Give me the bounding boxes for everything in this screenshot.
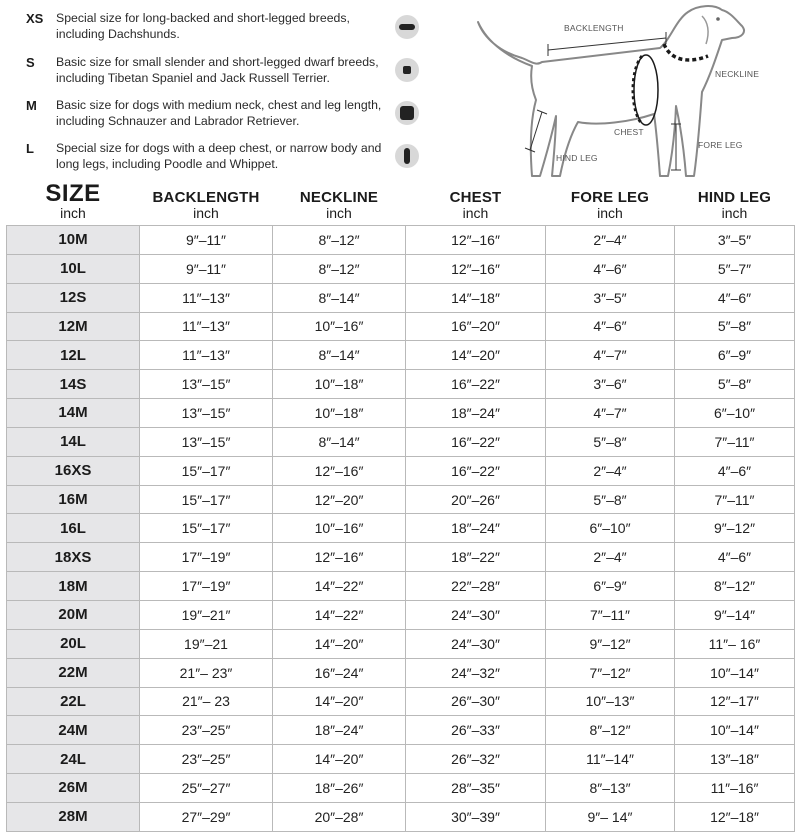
measurement-cell: 7″–11″ — [675, 485, 795, 514]
measurement-cell: 8″–12″ — [675, 572, 795, 601]
measurement-cell: 2″–4″ — [546, 226, 675, 255]
measurement-cell: 5″–8″ — [675, 312, 795, 341]
measurement-cell: 26″–32″ — [406, 745, 546, 774]
size-cell: 24L — [7, 745, 140, 774]
measurement-cell: 7″–11″ — [675, 427, 795, 456]
size-cell: 10L — [7, 254, 140, 283]
table-row — [7, 658, 795, 687]
table-row — [7, 456, 795, 485]
measurement-cell: 23″–25″ — [140, 716, 273, 745]
measurement-cell: 4″–6″ — [675, 456, 795, 485]
table-row — [7, 543, 795, 572]
measurement-cell: 13″–18″ — [675, 745, 795, 774]
measurement-cell: 2″–4″ — [546, 456, 675, 485]
header-hind-leg: HIND LEG inch — [697, 189, 772, 221]
table-row — [7, 600, 795, 629]
measurement-cell: 6″–9″ — [675, 341, 795, 370]
measurement-cell: 13″–15″ — [140, 370, 273, 399]
measurement-cell: 6″–9″ — [546, 572, 675, 601]
table-header-row — [7, 182, 795, 226]
measurement-cell: 7″–12″ — [546, 658, 675, 687]
measurement-cell: 5″–8″ — [546, 485, 675, 514]
size-cell: 16L — [7, 514, 140, 543]
measurement-cell: 13″–15″ — [140, 399, 273, 428]
measurement-cell: 26″–33″ — [406, 716, 546, 745]
legend-item-xs — [26, 10, 406, 50]
size-cell: 26M — [7, 774, 140, 803]
measurement-cell: 8″–14″ — [273, 427, 406, 456]
measurement-cell: 10″–16″ — [273, 312, 406, 341]
measurement-cell: 14″–22″ — [273, 572, 406, 601]
measurement-cell: 8″–14″ — [273, 341, 406, 370]
measurement-cell: 5″–8″ — [675, 370, 795, 399]
measurement-cell: 3″–6″ — [546, 370, 675, 399]
table-row — [7, 802, 795, 831]
size-cell: 28M — [7, 802, 140, 831]
legend-code: XS — [26, 11, 44, 26]
size-cell: 10M — [7, 226, 140, 255]
measurement-cell: 12″–17″ — [675, 687, 795, 716]
measurement-cell: 10″–13″ — [546, 687, 675, 716]
size-cell: 12L — [7, 341, 140, 370]
measurement-cell: 4″–7″ — [546, 341, 675, 370]
measurement-cell: 10″–18″ — [273, 370, 406, 399]
measurement-cell: 4″–7″ — [546, 399, 675, 428]
table-row — [7, 745, 795, 774]
measurement-cell: 11″–13″ — [140, 283, 273, 312]
measurement-cell: 12″–16″ — [406, 226, 546, 255]
measurement-cell: 16″–24″ — [273, 658, 406, 687]
measurement-cell: 25″–27″ — [140, 774, 273, 803]
measurement-cell: 12″–16″ — [273, 543, 406, 572]
measurement-cell: 12″–16″ — [273, 456, 406, 485]
measurement-cell: 30″–39″ — [406, 802, 546, 831]
table-row — [7, 254, 795, 283]
horizontal-bar-icon — [395, 15, 419, 39]
size-cell: 18XS — [7, 543, 140, 572]
size-chart-table — [6, 182, 795, 832]
measurement-cell: 23″–25″ — [140, 745, 273, 774]
legend-description: Basic size for dogs with medium neck, chest and leg length, including Schnauzer and Labrador Retriever. — [56, 98, 382, 128]
measurement-cell: 18″–24″ — [406, 399, 546, 428]
measurement-cell: 21″– 23 — [140, 687, 273, 716]
legend-code: M — [26, 98, 37, 113]
measurement-cell: 11″– 16″ — [675, 629, 795, 658]
measurement-cell: 5″–8″ — [546, 427, 675, 456]
size-cell: 12S — [7, 283, 140, 312]
measurement-cell: 26″–30″ — [406, 687, 546, 716]
backlength-label: BACKLENGTH — [564, 23, 624, 33]
legend-item-l — [26, 140, 406, 180]
measurement-cell: 18″–24″ — [406, 514, 546, 543]
chest-label: CHEST — [614, 127, 644, 137]
measurement-cell: 15″–17″ — [140, 456, 273, 485]
header-chest: CHEST inch — [449, 189, 502, 221]
vertical-bar-icon — [395, 144, 419, 168]
table-row — [7, 716, 795, 745]
measurement-cell: 14″–20″ — [273, 687, 406, 716]
legend-item-s — [26, 54, 406, 94]
measurement-cell: 27″–29″ — [140, 802, 273, 831]
table-row — [7, 774, 795, 803]
measurement-cell: 12″–16″ — [406, 254, 546, 283]
measurement-cell: 9″–11″ — [140, 254, 273, 283]
legend-description: Basic size for small slender and short-legged dwarf breeds, including Tibetan Spaniel and Jack Russell Terrier. — [56, 55, 379, 85]
measurement-cell: 4″–6″ — [675, 283, 795, 312]
measurement-cell: 24″–30″ — [406, 629, 546, 658]
legend-item-m — [26, 97, 406, 137]
measurement-cell: 7″–11″ — [546, 600, 675, 629]
measurement-cell: 22″–28″ — [406, 572, 546, 601]
legend-description: Special size for dogs with a deep chest, or narrow body and long legs, including Poodle and Whippet. — [56, 141, 382, 171]
measurement-cell: 18″–26″ — [273, 774, 406, 803]
measurement-cell: 14″–20″ — [273, 745, 406, 774]
measurement-cell: 2″–4″ — [546, 543, 675, 572]
table-row — [7, 687, 795, 716]
size-cell: 20L — [7, 629, 140, 658]
legend-description: Special size for long-backed and short-legged breeds, including Dachshunds. — [56, 11, 350, 41]
measurement-cell: 8″–12″ — [273, 254, 406, 283]
measurement-cell: 6″–10″ — [675, 399, 795, 428]
measurement-cell: 21″– 23″ — [140, 658, 273, 687]
table-row — [7, 341, 795, 370]
size-cell: 16M — [7, 485, 140, 514]
measurement-cell: 18″–24″ — [273, 716, 406, 745]
measurement-cell: 9″–12″ — [546, 629, 675, 658]
measurement-cell: 3″–5″ — [546, 283, 675, 312]
table-row — [7, 370, 795, 399]
size-cell: 22L — [7, 687, 140, 716]
table-row — [7, 312, 795, 341]
measurement-cell: 16″–22″ — [406, 370, 546, 399]
measurement-cell: 8″–13″ — [546, 774, 675, 803]
size-cell: 14S — [7, 370, 140, 399]
measurement-cell: 3″–5″ — [675, 226, 795, 255]
measurement-cell: 18″–22″ — [406, 543, 546, 572]
measurement-cell: 14″–22″ — [273, 600, 406, 629]
measurement-cell: 14″–20″ — [273, 629, 406, 658]
measurement-cell: 13″–15″ — [140, 427, 273, 456]
measurement-cell: 12″–18″ — [675, 802, 795, 831]
measurement-cell: 16″–22″ — [406, 427, 546, 456]
measurement-cell: 28″–35″ — [406, 774, 546, 803]
table-row — [7, 399, 795, 428]
header-fore-leg: FORE LEG inch — [570, 189, 650, 221]
measurement-cell: 11″–13″ — [140, 312, 273, 341]
large-square-icon — [395, 101, 419, 125]
measurement-cell: 4″–6″ — [546, 312, 675, 341]
measurement-cell: 11″–13″ — [140, 341, 273, 370]
neckline-label: NECKLINE — [715, 69, 760, 79]
measurement-cell: 6″–10″ — [546, 514, 675, 543]
measurement-cell: 9″–12″ — [675, 514, 795, 543]
size-cell: 14M — [7, 399, 140, 428]
measurement-cell: 9″–11″ — [140, 226, 273, 255]
header-size: SIZE inch — [45, 180, 101, 221]
measurement-cell: 24″–32″ — [406, 658, 546, 687]
size-cell: 24M — [7, 716, 140, 745]
table-row — [7, 226, 795, 255]
measurement-cell: 14″–20″ — [406, 341, 546, 370]
measurement-cell: 17″–19″ — [140, 572, 273, 601]
legend-code: S — [26, 55, 35, 70]
table-row — [7, 283, 795, 312]
measurement-cell: 16″–20″ — [406, 312, 546, 341]
measurement-cell: 4″–6″ — [675, 543, 795, 572]
measurement-cell: 19″–21 — [140, 629, 273, 658]
header-neckline: NECKLINE inch — [299, 189, 379, 221]
size-cell: 16XS — [7, 456, 140, 485]
measurement-cell: 10″–16″ — [273, 514, 406, 543]
measurement-cell: 17″–19″ — [140, 543, 273, 572]
measurement-cell: 5″–7″ — [675, 254, 795, 283]
measurement-cell: 20″–26″ — [406, 485, 546, 514]
table-row — [7, 572, 795, 601]
measurement-cell: 4″–6″ — [546, 254, 675, 283]
measurement-cell: 8″–14″ — [273, 283, 406, 312]
size-cell: 14L — [7, 427, 140, 456]
legend-code: L — [26, 141, 34, 156]
small-square-icon — [395, 58, 419, 82]
table-body — [7, 226, 795, 832]
measurement-cell: 15″–17″ — [140, 514, 273, 543]
measurement-cell: 11″–14″ — [546, 745, 675, 774]
dog-measurement-diagram — [470, 0, 800, 182]
measurement-cell: 11″–16″ — [675, 774, 795, 803]
table-row — [7, 427, 795, 456]
measurement-cell: 16″–22″ — [406, 456, 546, 485]
measurement-cell: 9″– 14″ — [546, 802, 675, 831]
size-cell: 22M — [7, 658, 140, 687]
measurement-cell: 8″–12″ — [273, 226, 406, 255]
size-cell: 12M — [7, 312, 140, 341]
measurement-cell: 8″–12″ — [546, 716, 675, 745]
measurement-cell: 14″–18″ — [406, 283, 546, 312]
header-backlength: BACKLENGTH inch — [152, 189, 260, 221]
measurement-cell: 10″–14″ — [675, 658, 795, 687]
size-cell: 18M — [7, 572, 140, 601]
size-cell: 20M — [7, 600, 140, 629]
table-row — [7, 485, 795, 514]
hind-leg-label: HIND LEG — [556, 153, 598, 163]
measurement-cell: 15″–17″ — [140, 485, 273, 514]
measurement-cell: 20″–28″ — [273, 802, 406, 831]
measurement-cell: 10″–14″ — [675, 716, 795, 745]
table-row — [7, 514, 795, 543]
measurement-cell: 10″–18″ — [273, 399, 406, 428]
fore-leg-label: FORE LEG — [698, 140, 743, 150]
measurement-cell: 12″–20″ — [273, 485, 406, 514]
table-row — [7, 629, 795, 658]
measurement-cell: 9″–14″ — [675, 600, 795, 629]
measurement-cell: 19″–21″ — [140, 600, 273, 629]
measurement-cell: 24″–30″ — [406, 600, 546, 629]
